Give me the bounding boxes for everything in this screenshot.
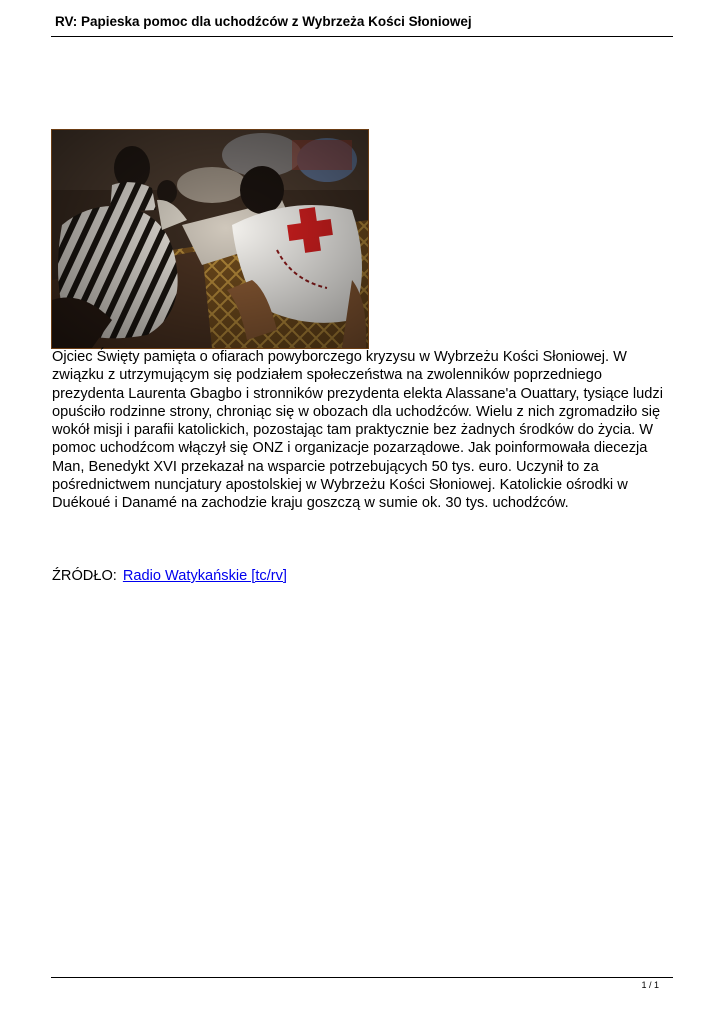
header-divider [51, 36, 673, 37]
source-link[interactable]: Radio Watykańskie [tc/rv] [122, 568, 287, 584]
article-photo [51, 129, 369, 349]
photo-refugees-red-cross-image [52, 130, 368, 348]
source-label: ŹRÓDŁO: [52, 568, 117, 584]
source-line [52, 567, 287, 585]
page-header-title: RV: Papieska pomoc dla uchodźców z Wybrzeża Kości Słoniowej [55, 14, 472, 29]
footer-divider [51, 977, 673, 978]
article-body: Ojciec Święty pamięta o ofiarach powyborczego kryzysu w Wybrzeżu Kości Słoniowej. W związku z utrzymującym się podziałem społeczeństwa na zwolenników poprzedniego prezydenta Laurenta Gbagbo i stronników prezydenta elekta Alassane'a Ouattary, tysiące ludzi opuściło rodzinne strony, chroniąc się w obozach dla uchodźców. Wielu z nich zgromadziło się wokół misji i parafii katolickich, pozostając tam praktycznie bez żadnych środków do życia. W pomoc uchodźcom włączył się ONZ i organizacje pozarządowe. Jak poinformowała diecezja Man, Benedykt XVI przekazał na wsparcie potrzebujących 50 tys. euro. Uczynił to za pośrednictwem nuncjatury apostolskiej w Wybrzeżu Kości Słoniowej. Katolickie ośrodki w Duékoué i Danamé na zachodzie kraju goszczą w sumie ok. 30 tys. uchodźców. [52, 349, 663, 512]
page-number: 1 / 1 [641, 980, 659, 990]
